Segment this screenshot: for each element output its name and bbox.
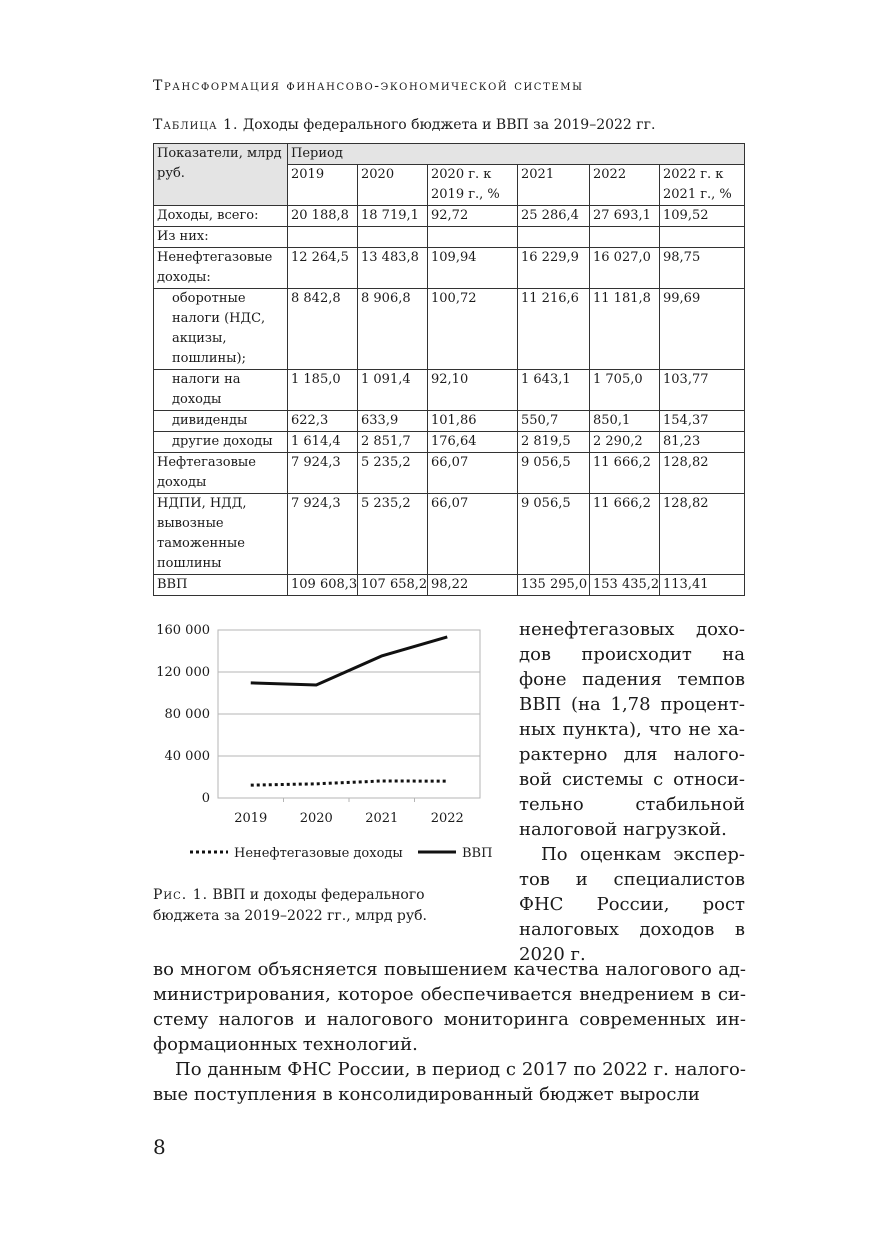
table-cell: 103,77 [660, 370, 745, 411]
legend-label: Ненефтегазовые доходы [234, 846, 403, 861]
table-cell: 27 693,1 [590, 206, 660, 227]
header-year: 2020 г. к 2019 г., % [428, 165, 518, 206]
table-cell: 633,9 [358, 411, 428, 432]
table-cell: 7 924,3 [288, 453, 358, 494]
table-row [154, 289, 745, 370]
revenue-table [153, 143, 745, 596]
row-label: Доходы, всего: [154, 206, 288, 227]
table-cell: 109,94 [428, 248, 518, 289]
row-label: оборотные налоги (НДС, акцизы, пошлины); [154, 289, 288, 370]
table-cell: 11 216,6 [518, 289, 590, 370]
table-caption-text: Доходы федерального бюджета и ВВП за 2019–2022 гг. [238, 117, 656, 133]
table-cell: 92,10 [428, 370, 518, 411]
table-cell: 2 819,5 [518, 432, 590, 453]
table-cell: 66,07 [428, 494, 518, 575]
legend-label: ВВП [462, 846, 493, 861]
header-indicator: Показатели, млрд руб. [154, 144, 288, 206]
table-cell: 16 027,0 [590, 248, 660, 289]
table-cell: 7 924,3 [288, 494, 358, 575]
side-paragraph-2: По оценкам экспертов и специалистов ФНС России, рост налоговых доходов в 2020 г. [519, 844, 745, 965]
header-year: 2022 г. к 2021 г., % [660, 165, 745, 206]
table-cell: 9 056,5 [518, 494, 590, 575]
table-row [154, 227, 745, 248]
row-label: Ненефтегазовые доходы: [154, 248, 288, 289]
y-tick-label: 40 000 [164, 749, 210, 764]
table-cell: 2 290,2 [590, 432, 660, 453]
table-caption [153, 117, 655, 133]
table-cell: 11 666,2 [590, 494, 660, 575]
table-row [154, 494, 745, 575]
table-cell: 1 705,0 [590, 370, 660, 411]
side-column-text [519, 617, 745, 967]
running-head: Трансформация финансово-экономической системы [153, 78, 584, 94]
table-cell: 8 906,8 [358, 289, 428, 370]
body-paragraph-2: По данным ФНС России, в период с 2017 по 2022 г. налоговые поступления в консолидированный бюджет выросли [153, 1059, 746, 1105]
table-cell [590, 227, 660, 248]
table-cell: 622,3 [288, 411, 358, 432]
table-cell: 135 295,0 [518, 575, 590, 596]
table-row [154, 206, 745, 227]
table-cell [288, 227, 358, 248]
table-cell [358, 227, 428, 248]
table-cell: 20 188,8 [288, 206, 358, 227]
table-cell: 850,1 [590, 411, 660, 432]
table-cell: 98,22 [428, 575, 518, 596]
figure-caption-label: Рис. 1. [153, 887, 209, 903]
header-year: 2020 [358, 165, 428, 206]
table-cell: 1 643,1 [518, 370, 590, 411]
table-cell: 99,69 [660, 289, 745, 370]
table-cell [660, 227, 745, 248]
x-tick-label: 2020 [299, 811, 333, 826]
table-row [154, 411, 745, 432]
table-cell: 8 842,8 [288, 289, 358, 370]
table-cell: 101,86 [428, 411, 518, 432]
y-tick-label: 80 000 [164, 707, 210, 722]
x-tick-label: 2022 [430, 811, 464, 826]
table-cell: 92,72 [428, 206, 518, 227]
series-line-gdp [251, 637, 448, 685]
body-paragraph-1: во многом объясняется повышением качества налогового администрирования, которое обеспечивается внедрением в систему налогов и налогового мониторинга современных информационных технологий. [153, 959, 746, 1055]
header-year: 2021 [518, 165, 590, 206]
y-tick-label: 0 [201, 791, 210, 806]
line-chart [150, 620, 493, 870]
table-cell [518, 227, 590, 248]
table-cell: 1 185,0 [288, 370, 358, 411]
table-cell [428, 227, 518, 248]
table-cell: 1 091,4 [358, 370, 428, 411]
table-cell: 100,72 [428, 289, 518, 370]
table-caption-label: Таблица 1. [153, 117, 239, 133]
table-cell: 154,37 [660, 411, 745, 432]
table-row [154, 248, 745, 289]
table-cell: 109,52 [660, 206, 745, 227]
table-body [154, 206, 745, 596]
y-tick-label: 160 000 [156, 623, 210, 638]
table-cell: 98,75 [660, 248, 745, 289]
row-label: НДПИ, НДД, вывозные таможенные пошлины [154, 494, 288, 575]
table-row [154, 575, 745, 596]
table-cell: 11 181,8 [590, 289, 660, 370]
table-cell: 11 666,2 [590, 453, 660, 494]
table-row [154, 453, 745, 494]
series-line-non-oil-gas-revenue [251, 781, 448, 785]
y-tick-label: 120 000 [156, 665, 210, 680]
side-paragraph-1: ненефтегазовых доходов происходит на фоне падения темпов ВВП (на 1,78 процентных пункта), что не характерно для налоговой системы с относительно стабильной налоговой нагрузкой. [519, 619, 745, 840]
x-tick-label: 2021 [365, 811, 399, 826]
table-cell: 5 235,2 [358, 494, 428, 575]
table-cell: 176,64 [428, 432, 518, 453]
table-cell: 107 658,2 [358, 575, 428, 596]
table-cell: 18 719,1 [358, 206, 428, 227]
table-header-row [154, 144, 745, 165]
header-year: 2022 [590, 165, 660, 206]
row-label: дивиденды [154, 411, 288, 432]
table-row [154, 370, 745, 411]
table-cell: 16 229,9 [518, 248, 590, 289]
row-label: другие доходы [154, 432, 288, 453]
x-tick-label: 2019 [234, 811, 268, 826]
header-year: 2019 [288, 165, 358, 206]
table-row [154, 432, 745, 453]
body-text [153, 957, 746, 1107]
row-label: ВВП [154, 575, 288, 596]
table-cell: 9 056,5 [518, 453, 590, 494]
table-cell: 81,23 [660, 432, 745, 453]
table-cell: 128,82 [660, 453, 745, 494]
header-period: Период [288, 144, 745, 165]
row-label: Из них: [154, 227, 288, 248]
table-cell: 25 286,4 [518, 206, 590, 227]
table-cell: 13 483,8 [358, 248, 428, 289]
table-cell: 66,07 [428, 453, 518, 494]
table-cell: 5 235,2 [358, 453, 428, 494]
table-cell: 550,7 [518, 411, 590, 432]
page-number: 8 [153, 1135, 166, 1159]
table-cell: 1 614,4 [288, 432, 358, 453]
table-cell: 128,82 [660, 494, 745, 575]
figure-caption-text: ВВП и доходы федерального бюджета за 2019–2022 гг., млрд руб. [153, 887, 427, 924]
table-cell: 12 264,5 [288, 248, 358, 289]
table-cell: 109 608,3 [288, 575, 358, 596]
table-cell: 2 851,7 [358, 432, 428, 453]
row-label: Нефтегазовые доходы [154, 453, 288, 494]
table-cell: 153 435,2 [590, 575, 660, 596]
figure-caption [153, 885, 473, 927]
row-label: налоги на доходы [154, 370, 288, 411]
table-cell: 113,41 [660, 575, 745, 596]
